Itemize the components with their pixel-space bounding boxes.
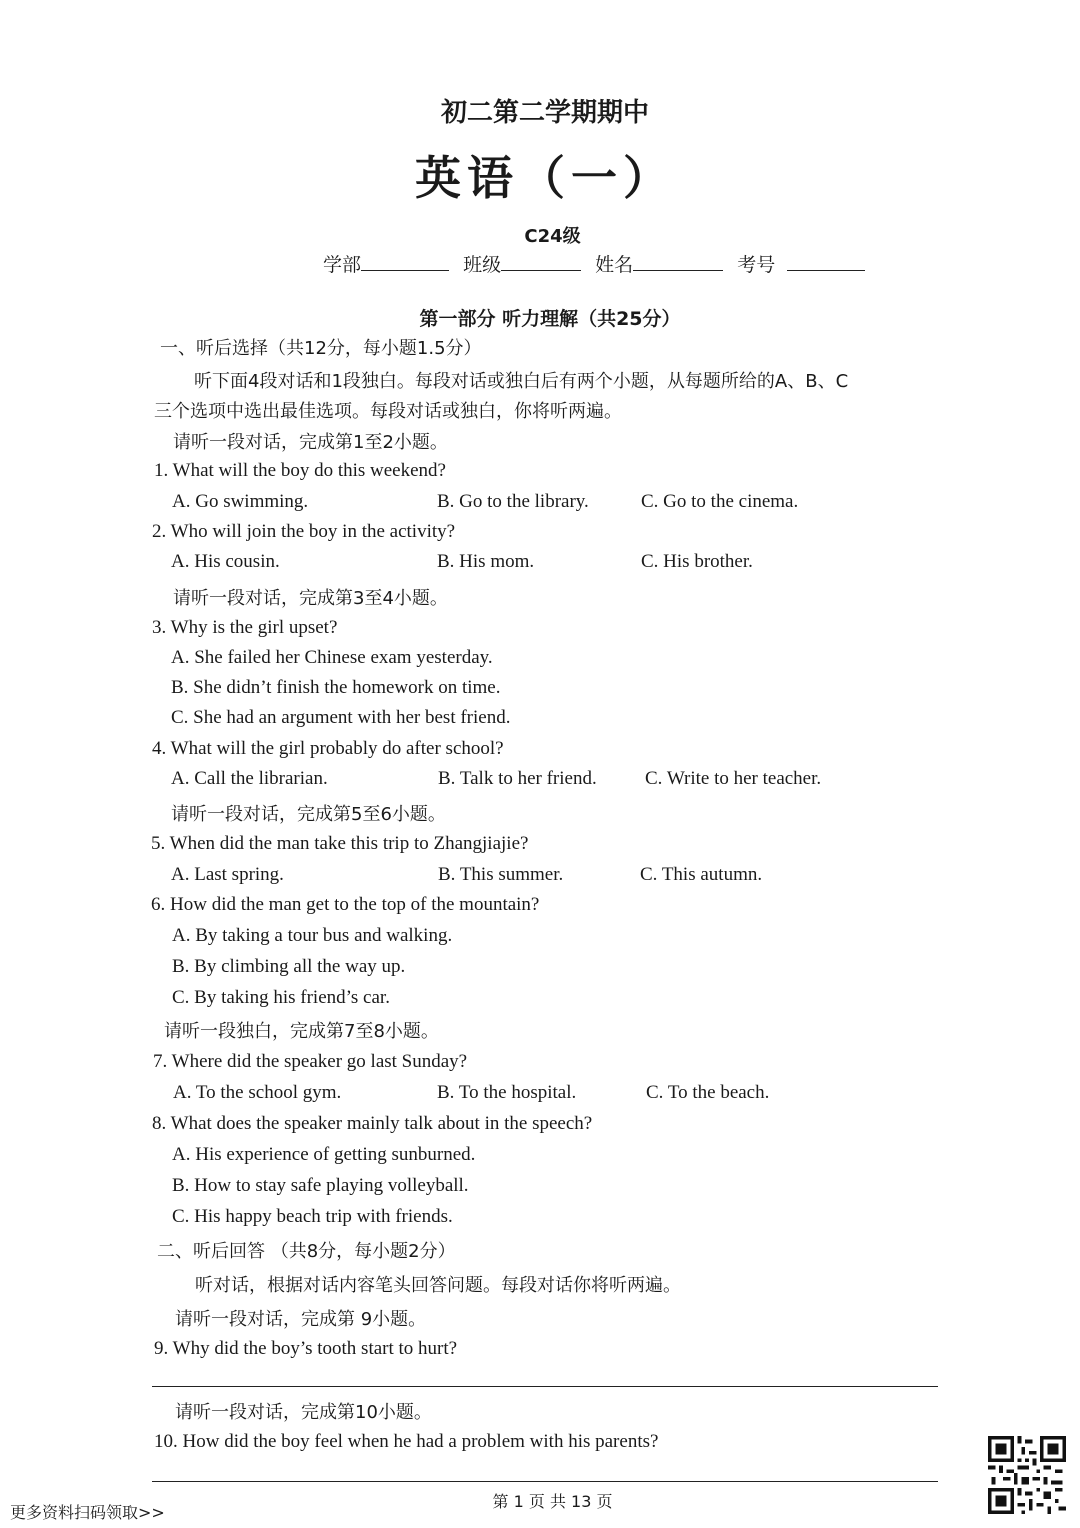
page-number: 第 1 页 共 13 页 <box>492 1492 613 1511</box>
q5-option-c: C. This autumn. <box>640 864 763 885</box>
q10-answer-line[interactable] <box>152 1481 938 1482</box>
q7-option-c: C. To the beach. <box>646 1082 770 1103</box>
q3-option-c: C. She had an argument with her best friend. <box>171 707 511 728</box>
q1-option-c: C. Go to the cinema. <box>641 491 799 512</box>
q4-option-a: A. Call the librarian. <box>171 768 328 789</box>
q2-option-c: C. His brother. <box>641 551 753 572</box>
department-blank[interactable] <box>361 256 449 271</box>
scan-note: 更多资料扫码领取>> <box>10 1503 165 1522</box>
q2-option-b: B. His mom. <box>437 551 535 572</box>
q6-option-a: A. By taking a tour bus and walking. <box>172 925 453 946</box>
field-label-class: 班级 <box>463 254 502 276</box>
question-3: 3. Why is the girl upset? <box>152 617 338 638</box>
q8-option-a: A. His experience of getting sunburned. <box>172 1144 476 1165</box>
subject-title: 英语（一） <box>415 151 675 205</box>
q1-option-a: A. Go swimming. <box>172 491 309 512</box>
exam-title: 初二第二学期期中 <box>440 98 649 128</box>
question-8: 8. What does the speaker mainly talk about in the speech? <box>152 1113 593 1134</box>
prompt-q10: 请听一段对话，完成第10小题。 <box>175 1402 432 1423</box>
question-4: 4. What will the girl probably do after school? <box>152 738 504 759</box>
part1-title: 第一部分 听力理解（共25分） <box>419 308 681 330</box>
field-label-name: 姓名 <box>595 254 634 276</box>
q8-option-b: B. How to stay safe playing volleyball. <box>172 1175 469 1196</box>
question-10: 10. How did the boy feel when he had a problem with his parents? <box>154 1431 659 1452</box>
prompt-q7-8: 请听一段独白，完成第7至8小题。 <box>164 1021 439 1042</box>
section1-heading: 一、听后选择（共12分，每小题1.5分） <box>160 338 482 359</box>
section1-instruction-2: 三个选项中选出最佳选项。每段对话或独白，你将听两遍。 <box>154 401 622 422</box>
field-label-exam-number: 考号 <box>737 254 776 276</box>
q7-option-b: B. To the hospital. <box>437 1082 577 1103</box>
q6-option-b: B. By climbing all the way up. <box>172 956 406 977</box>
q5-option-b: B. This summer. <box>438 864 564 885</box>
question-7: 7. Where did the speaker go last Sunday? <box>153 1051 468 1072</box>
exam-number-blank[interactable] <box>787 256 865 271</box>
student-info-row <box>323 250 865 277</box>
q3-option-b: B. She didn’t finish the homework on time. <box>171 677 501 698</box>
section2-instruction: 听对话，根据对话内容笔头回答问题。每段对话你将听两遍。 <box>195 1275 681 1296</box>
q4-option-b: B. Talk to her friend. <box>438 768 597 789</box>
q4-option-c: C. Write to her teacher. <box>645 768 822 789</box>
q5-option-a: A. Last spring. <box>171 864 284 885</box>
class-blank[interactable] <box>501 256 581 271</box>
question-9: 9. Why did the boy’s tooth start to hurt? <box>154 1338 458 1359</box>
prompt-q5-6: 请听一段对话，完成第5至6小题。 <box>171 804 446 825</box>
section1-instruction-1: 听下面4段对话和1段独白。每段对话或独白后有两个小题，从每题所给的A、B、C <box>194 371 849 392</box>
grade-label: C24级 <box>524 226 581 247</box>
question-6: 6. How did the man get to the top of the mountain? <box>151 894 540 915</box>
name-blank[interactable] <box>633 256 723 271</box>
q9-answer-line[interactable] <box>152 1386 938 1387</box>
field-label-department: 学部 <box>323 254 362 276</box>
question-1: 1. What will the boy do this weekend? <box>154 460 446 481</box>
q6-option-c: C. By taking his friend’s car. <box>172 987 390 1008</box>
q7-option-a: A. To the school gym. <box>173 1082 342 1103</box>
section2-heading: 二、听后回答 （共8分，每小题2分） <box>157 1241 456 1262</box>
prompt-q9: 请听一段对话，完成第 9小题。 <box>175 1309 427 1330</box>
q2-option-a: A. His cousin. <box>171 551 280 572</box>
question-2: 2. Who will join the boy in the activity? <box>152 521 456 542</box>
q1-option-b: B. Go to the library. <box>437 491 589 512</box>
qr-code-icon[interactable] <box>988 1436 1066 1514</box>
prompt-q1-2: 请听一段对话，完成第1至2小题。 <box>173 432 448 453</box>
question-5: 5. When did the man take this trip to Zhangjiajie? <box>151 833 529 854</box>
prompt-q3-4: 请听一段对话，完成第3至4小题。 <box>173 588 448 609</box>
q8-option-c: C. His happy beach trip with friends. <box>172 1206 453 1227</box>
q3-option-a: A. She failed her Chinese exam yesterday. <box>171 647 493 668</box>
